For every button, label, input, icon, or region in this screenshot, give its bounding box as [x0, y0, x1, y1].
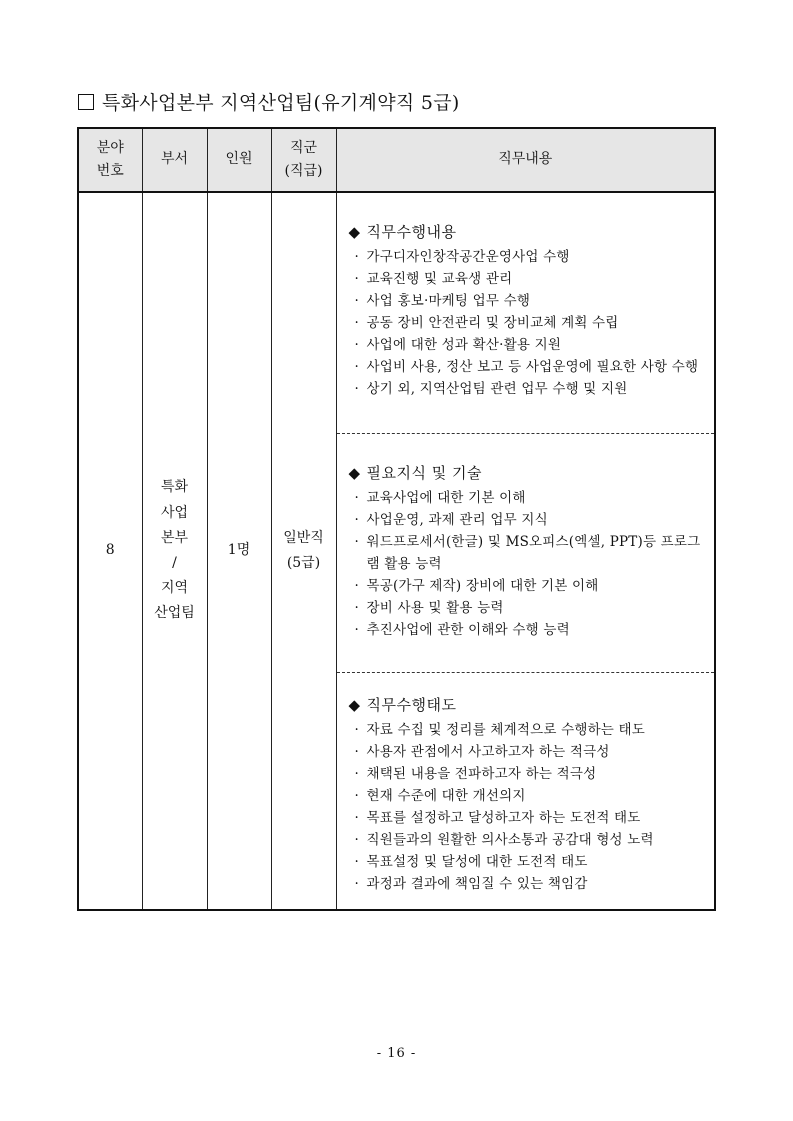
list-item	[349, 290, 705, 312]
list-item	[349, 509, 705, 531]
bullet-dot-icon: ·	[354, 293, 359, 309]
page-title	[78, 88, 460, 115]
bullet-dot-icon: ·	[354, 600, 359, 616]
table-row	[78, 192, 715, 910]
bullet-dot-icon: ·	[354, 788, 359, 804]
list-item	[349, 873, 705, 895]
section-heading: ◆ 필요지식 및 기술	[348, 464, 483, 482]
bullet-dot-icon: ·	[354, 744, 359, 760]
section-heading: ◆ 직무수행내용	[348, 223, 457, 241]
list-item-text: 사업운영, 과제 관리 업무 지식	[366, 512, 548, 528]
cell-dept: 특화 사업 본부 / 지역 산업팀	[142, 192, 207, 910]
list-item	[349, 807, 705, 829]
list-item	[349, 597, 705, 619]
list-item	[349, 531, 705, 575]
list-item-text: 교육진행 및 교육생 관리	[366, 271, 513, 287]
list-item-text: 사업비 사용, 정산 보고 등 사업운영에 필요한 사항 수행	[366, 359, 699, 375]
bullet-dot-icon: ·	[354, 381, 359, 397]
bullet-dot-icon: ·	[354, 810, 359, 826]
bullet-dot-icon: ·	[354, 854, 359, 870]
list-item-text: 과정과 결과에 책임질 수 있는 책임감	[366, 876, 588, 892]
section-heading: ◆ 직무수행태도	[348, 696, 457, 714]
list-item	[349, 378, 705, 400]
list-item-text: 사업 홍보·마케팅 업무 수행	[366, 293, 531, 309]
list-item-text: 현재 수준에 대한 개선의지	[366, 788, 526, 804]
list-item-text: 자료 수집 및 정리를 체계적으로 수행하는 태도	[366, 722, 646, 738]
list-item	[349, 719, 705, 741]
list-item	[349, 487, 705, 509]
bullet-dot-icon: ·	[354, 622, 359, 638]
list-item-text: 직원들과의 원활한 의사소통과 공감대 형성 노력	[366, 832, 654, 848]
list-item-text: 공동 장비 안전관리 및 장비교체 계획 수립	[366, 315, 619, 331]
list-item-text: 추진사업에 관한 이해와 수행 능력	[366, 622, 570, 638]
page-number: - 16 -	[376, 1046, 417, 1061]
duty-section	[337, 193, 715, 433]
list-item	[349, 763, 705, 785]
list-item	[349, 619, 705, 641]
header-field-no: 분야 번호	[78, 128, 142, 192]
job-table	[77, 127, 716, 911]
attitude-section	[337, 672, 715, 909]
list-item	[349, 334, 705, 356]
bullet-dot-icon: ·	[354, 512, 359, 528]
bullet-dot-icon: ·	[354, 578, 359, 594]
header-headcount: 인원	[207, 128, 271, 192]
list-item-text: 워드프로세서(한글) 및 MS오피스(엑셀, PPT)등 프로그램 활용 능력	[366, 534, 701, 572]
section-list	[349, 487, 705, 641]
list-item	[349, 312, 705, 334]
bullet-dot-icon: ·	[354, 766, 359, 782]
checkbox-square-icon	[78, 94, 94, 110]
bullet-dot-icon: ·	[354, 722, 359, 738]
diamond-bullet-icon: ◆	[348, 464, 361, 482]
list-item	[349, 356, 705, 378]
list-item-text: 교육사업에 대한 기본 이해	[366, 490, 526, 506]
page-title-text: 특화사업본부 지역산업팀(유기계약직 5급)	[102, 92, 460, 114]
diamond-bullet-icon: ◆	[348, 223, 361, 241]
cell-duties	[336, 192, 715, 910]
cell-headcount: 1명	[207, 192, 271, 910]
cell-field-no: 8	[78, 192, 142, 910]
bullet-dot-icon: ·	[354, 315, 359, 331]
list-item-text: 가구디자인창작공간운영사업 수행	[366, 249, 570, 265]
knowledge-section	[337, 433, 715, 672]
bullet-dot-icon: ·	[354, 832, 359, 848]
list-item	[349, 785, 705, 807]
bullet-dot-icon: ·	[354, 359, 359, 375]
list-item-text: 사업에 대한 성과 확산·활용 지원	[366, 337, 562, 353]
list-item	[349, 575, 705, 597]
bullet-dot-icon: ·	[354, 271, 359, 287]
bullet-dot-icon: ·	[354, 876, 359, 892]
diamond-bullet-icon: ◆	[348, 696, 361, 714]
header-grade: 직군 (직급)	[271, 128, 336, 192]
header-duties: 직무내용	[336, 128, 715, 192]
list-item	[349, 246, 705, 268]
list-item	[349, 741, 705, 763]
list-item-text: 장비 사용 및 활용 능력	[366, 600, 504, 616]
list-item-text: 상기 외, 지역산업팀 관련 업무 수행 및 지원	[366, 381, 628, 397]
bullet-dot-icon: ·	[354, 534, 359, 550]
list-item	[349, 268, 705, 290]
bullet-dot-icon: ·	[354, 490, 359, 506]
table-header-row	[78, 128, 715, 192]
bullet-dot-icon: ·	[354, 249, 359, 265]
bullet-dot-icon: ·	[354, 337, 359, 353]
header-dept: 부서	[142, 128, 207, 192]
list-item	[349, 829, 705, 851]
section-list	[349, 246, 705, 400]
list-item-text: 목공(가구 제작) 장비에 대한 기본 이해	[366, 578, 599, 594]
list-item-text: 사용자 관점에서 사고하고자 하는 적극성	[366, 744, 610, 760]
list-item-text: 목표를 설정하고 달성하고자 하는 도전적 태도	[366, 810, 641, 826]
list-item	[349, 851, 705, 873]
list-item-text: 채택된 내용을 전파하고자 하는 적극성	[366, 766, 597, 782]
list-item-text: 목표설정 및 달성에 대한 도전적 태도	[366, 854, 588, 870]
section-list	[349, 719, 705, 895]
cell-grade: 일반직 (5급)	[271, 192, 336, 910]
